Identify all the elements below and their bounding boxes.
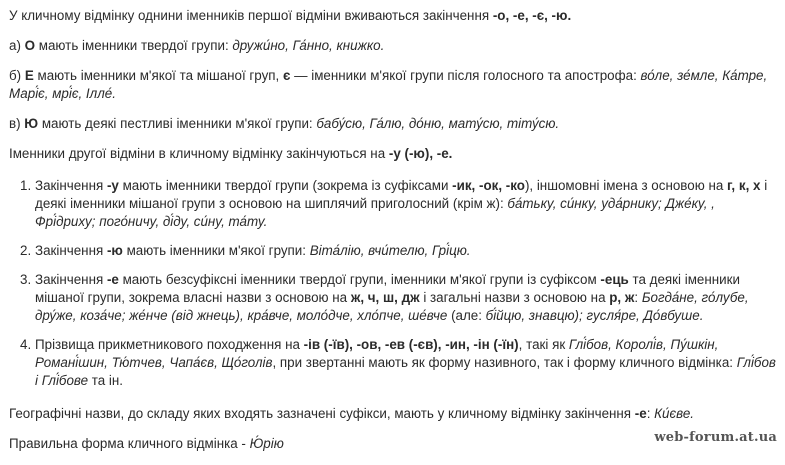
rule-b-text: мають іменники м'якої та мішаної груп, xyxy=(33,68,283,83)
second-declension-text: Іменники другої відміни в кличному відмінку закінчуються на xyxy=(9,146,389,161)
list-item-bold: ж, ч, ш, дж xyxy=(350,290,420,305)
list-item-text: (але: xyxy=(447,308,486,323)
geographic-names-example: Ки́єве. xyxy=(654,406,694,421)
list-item-bold: -ик, -ок, -ко xyxy=(452,178,525,193)
list-item-text: мають іменники твердої групи (зокрема із суфіксами xyxy=(118,178,453,193)
rule-a-prefix: а) xyxy=(9,38,25,53)
list-item xyxy=(9,271,779,325)
list-item-bold: -ю xyxy=(106,243,123,258)
list-item-examples: Глі́бов і Глі́бове xyxy=(35,355,776,388)
geographic-names-ending: -е xyxy=(634,406,647,421)
list-item-text: ), іншомовні імена з основою на xyxy=(524,178,728,193)
list-item-bold: -ець xyxy=(600,272,629,287)
rule-b-letter-2: є xyxy=(283,68,291,83)
list-item-text: і деякі іменники мішаної групи з основою на шиплячий приголосний (крім ж): xyxy=(35,178,768,211)
list-item-examples: Віта́лію, вчи́телю, Грі́цю. xyxy=(309,243,471,258)
rule-v-examples: бабу́сю, Га́лю, до́ню, мату́сю, тіту́сю. xyxy=(316,116,560,131)
rules-list xyxy=(9,177,779,390)
list-item xyxy=(9,336,779,390)
rule-b-prefix: б) xyxy=(9,68,25,83)
rule-a-letter: О xyxy=(24,38,36,53)
correct-form-text: Правильна форма кличного відмінка - xyxy=(9,436,250,451)
rule-v-paragraph xyxy=(9,115,779,133)
list-item-bold: -у xyxy=(106,178,119,193)
list-item-text: Прізвища прикметникового походження на xyxy=(35,337,304,352)
list-item xyxy=(9,177,779,231)
list-item-text: , такі як xyxy=(518,337,569,352)
list-item-bold: г, к, х xyxy=(727,178,761,193)
rule-b-examples: во́ле, зе́мле, Ка́тре, Марі́є, мрі́є, Ілле́. xyxy=(9,68,768,101)
list-item-text: та деякі іменники мішаної групи, зокрема власні назви з основою на xyxy=(35,272,740,305)
list-item-examples: Богда́не, го́лубе, дру́же, коза́че; же́нче (від жнець), кра́вче, моло́дче, хло́пче, ше́вче xyxy=(35,290,749,323)
rule-b-text-2: — іменники м'якої групи після голосного та апострофа: xyxy=(290,68,641,83)
rule-a-examples: дружи́но, Га́нно, книжко. xyxy=(232,38,385,53)
list-item-text: і загальні назви з основою на xyxy=(419,290,610,305)
intro-paragraph xyxy=(9,0,779,25)
geographic-names-text: Географічні назви, до складу яких входять зазначені суфікси, мають у кличному відмінку закінчення xyxy=(9,406,635,421)
list-item-examples: Глі́бов, Королі́в, Пу́шкін, Романі́шин, Тю́тчев, Чапа́єв, Що́голів xyxy=(35,337,719,370)
list-item-number: 2. xyxy=(20,243,32,258)
list-item-number: 4. xyxy=(20,337,32,352)
list-item-text: мають іменники м'якої групи: xyxy=(122,243,310,258)
list-item-examples: ба́тьку, си́нку, уда́рнику; Дже́ку, , Фрі́дриху; пого́ничу, ді́ду, си́ну, та́ту. xyxy=(35,196,715,229)
intro-endings: -о, -е, -є, -ю. xyxy=(492,8,572,23)
geographic-names-colon: : xyxy=(646,406,655,421)
list-item-examples: бі́йцю, знавцю); гусля́ре, До́вбуше. xyxy=(485,308,704,323)
list-item-text: та ін. xyxy=(88,373,124,388)
correct-form-example: Ю́рію xyxy=(249,436,284,451)
list-item-bold: -ів (-їв), -ов, -ев (-єв), -ин, -ін (-їн) xyxy=(303,337,519,352)
rule-v-prefix: в) xyxy=(9,116,25,131)
intro-text: У кличному відмінку однини іменників першої відміни вживаються закінчення xyxy=(9,8,493,23)
list-item-number: 1. xyxy=(20,178,32,193)
list-item-text: : xyxy=(634,290,642,305)
list-item-text: Закінчення xyxy=(35,243,107,258)
rule-a-paragraph xyxy=(9,37,779,55)
rule-b-paragraph xyxy=(9,67,779,103)
list-item-text: , при звертанні мають як форму називного, так і форму кличного відмінка: xyxy=(272,355,737,370)
list-item xyxy=(9,242,779,260)
rule-v-text: мають деякі пестливі іменники м'якої групи: xyxy=(38,116,317,131)
list-item-bold: -е xyxy=(106,272,119,287)
rule-v-letter: Ю xyxy=(24,116,39,131)
rule-b-letter: Е xyxy=(24,68,34,83)
second-declension-paragraph xyxy=(9,145,779,163)
list-item-text: Закінчення xyxy=(35,178,107,193)
watermark: web-forum.at.ua xyxy=(654,430,777,445)
list-item-text: мають безсуфіксні іменники твердої групи, іменники м'якої групи із суфіксом xyxy=(118,272,601,287)
list-item-bold: р, ж xyxy=(609,290,635,305)
document-body xyxy=(9,0,779,465)
geographic-names-paragraph xyxy=(9,405,779,423)
second-declension-endings: -у (-ю), -е. xyxy=(388,146,453,161)
list-item-text: Закінчення xyxy=(35,272,107,287)
rule-a-text: мають іменники твердої групи: xyxy=(35,38,233,53)
list-item-number: 3. xyxy=(20,272,32,287)
